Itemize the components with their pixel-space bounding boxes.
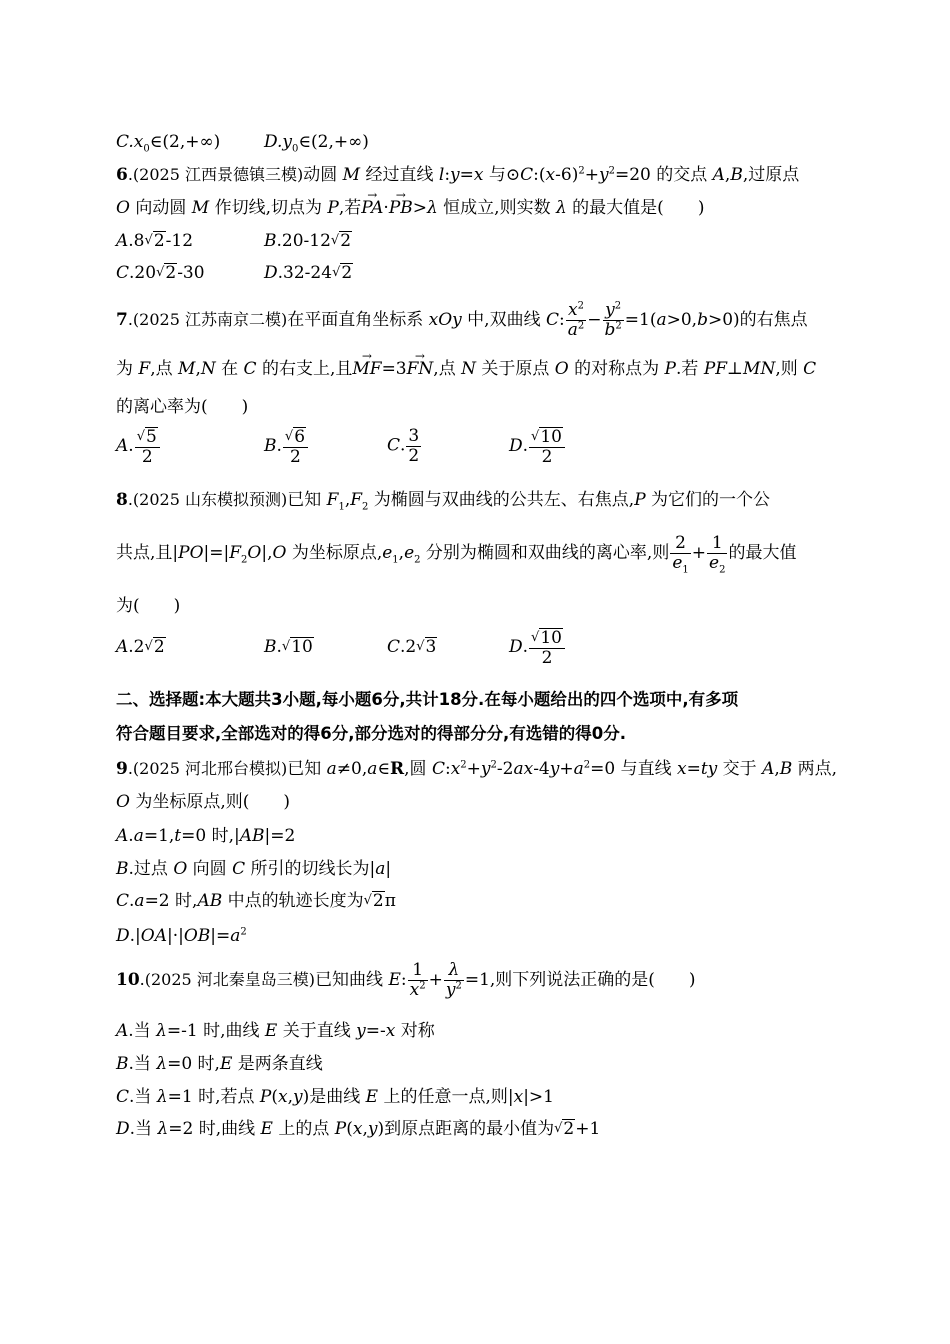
- section2-heading-line2: 符合题目要求,全部选对的得6分,部分选对的得部分分,有选错的得0分.: [116, 724, 627, 743]
- q7-option-d: D. $\frac{√10}{2}$: [509, 427, 566, 466]
- q8-stem-line1: 8.(2025 山东模拟预测)已知 $F_1,F_2$ 为椭圆与双曲线的公共左、右焦点,P 为它们的一个公: [116, 490, 771, 513]
- q7-option-b: B. $\frac{√6}{2}$: [264, 427, 309, 466]
- q6-option-c: C.20√2-30: [116, 263, 205, 283]
- q5-option-d: $D.y_0\in(2,+\infty)$: [264, 132, 369, 155]
- q9-option-a: A.a=1,t=0 时,|AB|=2: [116, 826, 296, 846]
- q7-stem-line2: 为 F,点 M,N 在 C 的右支上,且→ MF=3→ FN,点 N 关于原点 O 的对称点为 P.若 PF⊥MN,则 C: [116, 357, 816, 381]
- q8-stem-line3: 为( ): [116, 596, 181, 616]
- q9-stem-line1: 9.(2025 河北邢台模拟)已知 a≠0,a∈R,圆 $C:x^2+y^2-2ax-4y+a^2=0$ 与直线 x=ty 交于 A,B 两点,: [116, 759, 838, 779]
- q10-option-c: C.当 λ=1 时,若点 P(x,y)是曲线 E 上的任意一点,则|x|>1: [116, 1087, 554, 1107]
- q9-option-b: B.过点 O 向圆 C 所引的切线长为|a|: [116, 859, 392, 879]
- q8-option-b: B.√10: [264, 637, 313, 657]
- q6-option-b: B.20-12√2: [264, 231, 352, 251]
- q7-option-a: A. $\frac{√5}{2}$: [116, 427, 161, 466]
- q8-option-c: C.2√3: [387, 637, 437, 657]
- q10-option-b: B.当 λ=0 时,E 是两条直线: [116, 1054, 323, 1074]
- q6-stem-line2: O 向动圆 M 作切线,切点为 P,若→ PA·→ PB>λ 恒成立,则实数 λ 的最大值是( ): [116, 196, 704, 220]
- q6-option-a: A.8√2-12: [116, 231, 194, 251]
- q10-stem-line1: 10.(2025 河北秦皇岛三模)已知曲线 E: $\frac{1}{x^2}$ + $\frac{\lambda}{y^2}$ =1,则下列说法正确的是( ): [116, 960, 696, 1000]
- q8-stem-line2: 共点,且$|PO|=|F_2O|,O$ 为坐标原点$,e_1,e_2$ 分别为椭圆和双曲线的离心率,则 $\frac{2}{e_1}$ + $\frac{1}{e_2}$ 的最大值: [116, 533, 797, 576]
- q7-option-c: C. $\frac{3}{2}$: [387, 426, 420, 466]
- q6-stem-line1: 6.(2025 江西景德镇三模)动圆 M 经过直线 l:y=x 与$⊙C:(x-6)^2+y^2=20$ 的交点 A,B,过原点: [116, 165, 800, 185]
- q9-option-d: $D.|OA|\cdot|OB|=a^2$: [116, 926, 247, 946]
- q9-stem-line2: O 为坐标原点,则( ): [116, 792, 291, 812]
- q7-stem-line3: 的离心率为( ): [116, 397, 249, 417]
- q9-option-c: C.a=2 时,AB 中点的轨迹长度为√2π: [116, 891, 396, 911]
- q7-stem-line1: 7.(2025 江苏南京二模)在平面直角坐标系 xOy 中,双曲线 C: $\frac{x^2}{a^2}$ − $\frac{y^2}{b^2}$ =1(a>0,b>0)的右焦点: [116, 300, 808, 340]
- q10-option-d: D.当 λ=2 时,曲线 E 上的点 P(x,y)到原点距离的最小值为√2+1: [116, 1119, 601, 1139]
- q8-option-a: A.2√2: [116, 637, 165, 657]
- q10-option-a: A.当 λ=-1 时,曲线 E 关于直线 y=-x 对称: [116, 1021, 435, 1041]
- q8-option-d: D. $\frac{√10}{2}$: [509, 628, 566, 667]
- q5-option-c: $C.x_0\in(2,+\infty)$: [116, 132, 221, 155]
- section2-heading-line1: 二、选择题:本大题共3小题,每小题6分,共计18分.在每小题给出的四个选项中,有多项: [116, 690, 739, 709]
- q6-option-d: D.32-24√2: [264, 263, 353, 283]
